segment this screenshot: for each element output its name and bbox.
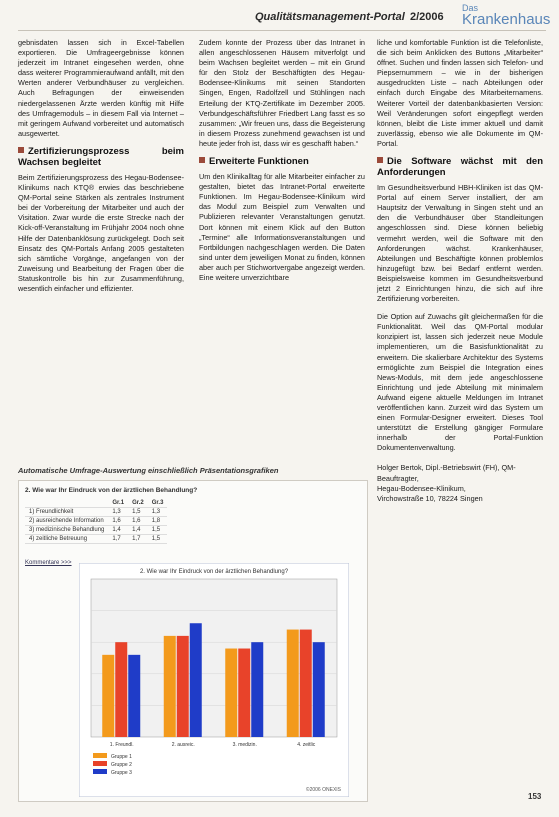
- table-cell: 1,4: [108, 526, 128, 535]
- table-header-cell: Gr.1: [108, 499, 128, 508]
- legend-label: Gruppe 1: [111, 754, 132, 760]
- col1-heading-text: Zertifizierungsprozess beim Wachsen begleitet: [18, 145, 184, 168]
- table-cell: 1,7: [108, 535, 128, 544]
- table-cell: 1,6: [128, 517, 148, 526]
- col3-paragraph-1: liche und komfortable Funktion ist die Telefonliste, die sich beim Anklicken des Buttons „Mitarbeiter“ öffnet. Suchen und finden lassen sich Telefon- und Piepsernummern – wie in der bisherigen ausgedruckten Liste – nach Abteilungen oder einfach durch Eingabe des Mitarbeiternamens. Weiterer Vorteil der datenbankbasierten Version: Weil Veränderungen sofort eingepflegt werden können, bleibt die Liste immer aktuell und damit zuverlässig, ebenso wie alle Dokumente im QM-Portal.: [377, 38, 543, 148]
- table-row: [25, 517, 167, 526]
- bar: [225, 649, 237, 737]
- heading-bullet-icon: [18, 147, 24, 153]
- table-header-cell: Gr.3: [148, 499, 168, 508]
- bar: [128, 655, 140, 737]
- table-cell: 1,6: [108, 517, 128, 526]
- x-tick-label: 3. medizin.: [232, 742, 257, 748]
- col3-paragraph-3: Die Option auf Zuwachs gilt gleichermaßen für die Funktionalität. Weil das QM-Portal modular konzipiert ist, lassen sich jederzeit neue Module implementieren, um die Basisfunktionalität zu erweitern. Die skalierbare Architektur des Systems ermöglichte zum Beispiel die Integration eines News-Moduls, mit dem jede angeschlossene Einrichtung und jede Abteilung mit minimalem Aufwand eigene aktuelle Meldungen im Intranet veröffentlichen kann. Zurzeit wird das System um einen Formular-Designer erweitert. Dieses Tool unterstützt die Erstellung gängiger Formulare innerhalb der Portal-Funktion Dokumentenverwaltung.: [377, 312, 543, 453]
- signature-line-3: Virchowstraße 10, 78224 Singen: [377, 493, 483, 503]
- bar: [287, 630, 299, 737]
- page-header: [0, 0, 559, 38]
- table-row: [25, 535, 167, 544]
- col2-paragraph-1: Zudem konnte der Prozess über das Intranet in allen angeschlossenen Häusern mitverfolgt und beim Wachsen begleitet werden – mit ein Grund für den Stolz der Beschäftigten des Hegau-Bodensee-Klinikums mit seinen Standorten Singen, Engen, Radolfzell und Stühlingen nach Erteilung der KTQ-Zertifikate im Dezember 2005. Verbundgeschäftsführer Friedbert Lang fasst es so zusammen: „Wir freuen uns, dass die Begeisterung in diesem Prozess zunehmend gewachsen ist und heute jeder froh ist, dass wir es geschafft haben.“: [199, 38, 365, 148]
- table-cell: 1,4: [128, 526, 148, 535]
- bar: [313, 642, 325, 737]
- table-cell: 1,8: [148, 517, 168, 526]
- table-row: [25, 508, 167, 517]
- table-row: [25, 526, 167, 535]
- col3-paragraph-2: Im Gesundheitsverbund HBH-Kliniken ist das QM-Portal auf einem Server installiert, der am Hauptsitz der Verwaltung in Singen steht und an den die Verbundhäuser über Standleitungen angeschlossen sind. Diese können beliebig vermehrt werden, weil die Software mit den Anforderungen wächst. Krankenhäuser, Abteilungen und Beschäftigte können problemlos hinzugefügt bzw. bei Bedarf entfernt werden. Beispielsweise kommen im Gesundheitsverbund jetzt 2 Einrichtungen hinzu, die sich auf ihre Zertifizierung vorbereiten.: [377, 183, 543, 304]
- comments-link[interactable]: Kommentare >>>: [25, 560, 72, 566]
- column-1: [18, 38, 184, 298]
- page-number: 153: [528, 792, 542, 801]
- x-tick-label: 2. ausreic.: [171, 742, 195, 748]
- table-cell: 2) ausreichende Information: [25, 517, 108, 526]
- x-tick-label: 4. zeitlic: [297, 742, 316, 748]
- chart-title: 2. Wie war Ihr Eindruck von der ärztlichen Behandlung?: [139, 569, 289, 575]
- author-signature: [377, 463, 543, 503]
- table-cell: 1,5: [148, 535, 168, 544]
- x-tick-label: 1. Freundl.: [109, 742, 134, 748]
- col2-heading: [199, 156, 365, 167]
- heading-bullet-icon: [199, 157, 205, 163]
- signature-line-1: Holger Bertok, Dipl.-Betriebswirt (FH), QM-Beauftragter,: [377, 463, 516, 483]
- bar: [115, 642, 127, 737]
- logo-small-text: Das: [462, 3, 479, 13]
- bar: [238, 649, 250, 737]
- bar: [251, 642, 263, 737]
- header-issue: 2/2006: [410, 11, 444, 23]
- legend-swatch: [93, 769, 107, 774]
- results-table: [25, 499, 167, 544]
- legend-swatch: [93, 753, 107, 758]
- signature-line-2: Hegau-Bodensee-Klinikum,: [377, 483, 466, 493]
- bar: [164, 636, 176, 737]
- col3-heading: [377, 156, 543, 178]
- col3-heading-text: Die Software wächst mit den Anforderungen: [377, 156, 543, 179]
- header-title: Qualitätsmanagement-Portal: [255, 11, 405, 23]
- survey-figure: [18, 480, 368, 802]
- bar: [177, 636, 189, 737]
- bar: [102, 655, 114, 737]
- table-header-cell: [25, 499, 108, 508]
- figure-caption: Automatische Umfrage-Auswertung einschließlich Präsentationsgrafiken: [18, 466, 279, 475]
- table-cell: 1,5: [128, 508, 148, 517]
- magazine-logo: [462, 3, 554, 27]
- bar: [300, 630, 312, 737]
- legend-swatch: [93, 761, 107, 766]
- column-3: [377, 38, 543, 508]
- table-cell: 1) Freundlichkeit: [25, 508, 108, 517]
- legend-label: Gruppe 2: [111, 762, 132, 768]
- bar: [190, 623, 202, 737]
- table-cell: 3) medizinische Behandlung: [25, 526, 108, 535]
- header-rule: [18, 30, 546, 31]
- table-header-cell: Gr.2: [128, 499, 148, 508]
- legend-label: Gruppe 3: [111, 770, 132, 776]
- table-cell: 1,3: [108, 508, 128, 517]
- col2-paragraph-2: Um den Klinikalltag für alle Mitarbeiter einfacher zu gestalten, bietet das Intranet-Portal erweiterte Funktionen. Im Hegau-Bodensee-Klinikum wird das Modul zum Beispiel zum Verwalten und Publizieren relevanter Veranstaltungen genutzt. Dort können mit einem Klick auf den Button „Termine“ alle Informationsveranstaltungen und Fortbildungen nachgeschlagen werden. Die Daten sind unter dem jeweiligen Monat zu finden, können aber auch per Stichwortvergabe angezeigt werden. Eine weitere unverzichtbare: [199, 172, 365, 282]
- bar-chart: [79, 563, 349, 797]
- table-cell: 1,7: [128, 535, 148, 544]
- table-cell: 4) zeitliche Betreuung: [25, 535, 108, 544]
- survey-question: 2. Wie war Ihr Eindruck von der ärztlichen Behandlung?: [25, 487, 198, 494]
- col1-heading: [18, 146, 184, 168]
- col1-paragraph-1: gebnisdaten lassen sich in Excel-Tabellen exportieren. Die Umfrageergebnisse können jederzeit im Intranet eingesehen werden, ohne dass weiterer Programmieraufwand anfällt, mit den Werten anderer Verbundhäuser zu vergleichen. Auch Befragungen der einweisenden niedergelassenen Ärzte werden künftig mit Hilfe des Umfragemoduls – in diesem Fall via Internet – mit geringem Aufwand vorbereitet und automatisch ausgewertet.: [18, 38, 184, 138]
- table-cell: 1,3: [148, 508, 168, 517]
- column-2: [199, 38, 365, 287]
- col1-paragraph-2: Beim Zertifizierungsprozess des Hegau-Bodensee-Klinikums nach KTQ® erwies das beschriebene QM-Portal seine Stärken als zentrales Instrument bei der Vorbereitung der Mitarbeiter und auch der Visitation. Zwar wurde die erste Strecke nach der Kick-off-Veranstaltung im Frühjahr 2004 noch ohne Hilfe der Datenbanklösung zurückgelegt. Doch seit Einsatz des QM-Portals Anfang 2005 gestalteten sich sämtliche Vorgänge, angefangen von der Zuweisung und Bearbeitung der Fragen über die Statuskontrolle bis hin zur Zusammenführung, wesentlich einfacher und effizienter.: [18, 172, 184, 293]
- chart-footer: ©2006 ONEXIS: [305, 787, 341, 793]
- logo-large-text: Krankenhaus: [462, 11, 551, 28]
- col2-heading-text: Erweiterte Funktionen: [209, 156, 309, 168]
- table-cell: 1,5: [148, 526, 168, 535]
- table-header-row: [25, 499, 167, 508]
- heading-bullet-icon: [377, 157, 383, 163]
